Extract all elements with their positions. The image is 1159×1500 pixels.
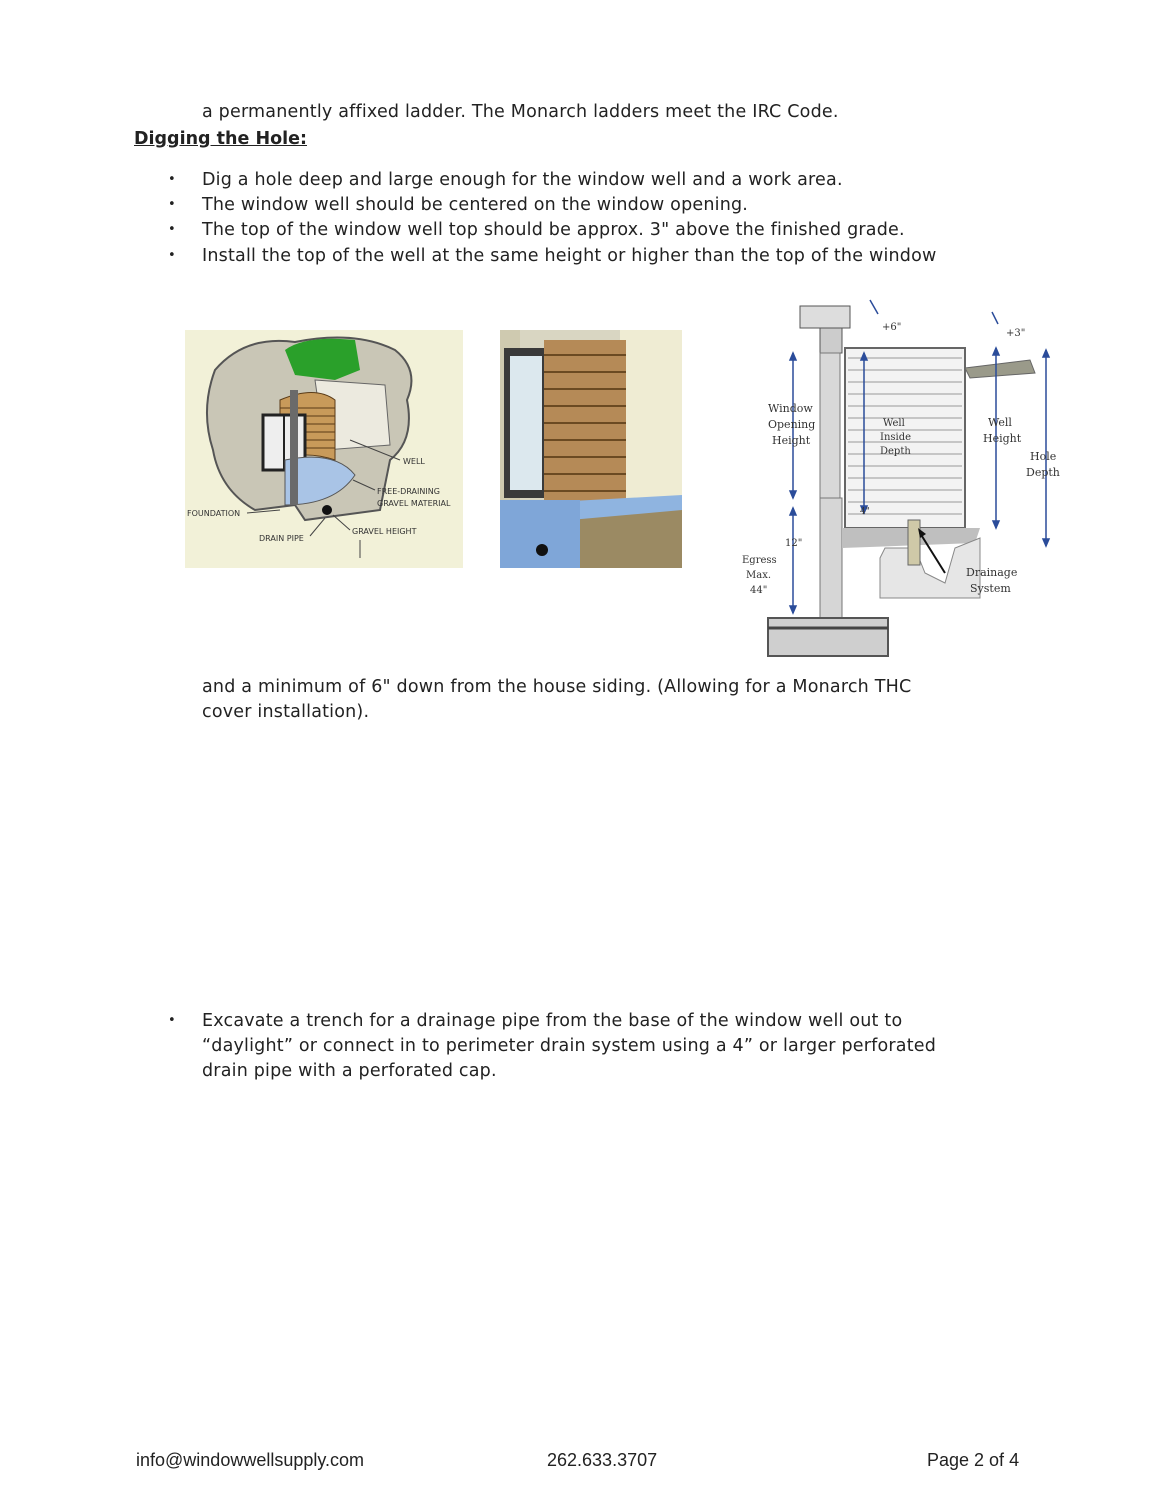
trench-bullet-line: drain pipe with a perforated cap.: [202, 1061, 497, 1081]
bullet-dot: •: [168, 1013, 176, 1028]
footer-email: info@windowwellsupply.com: [136, 1450, 365, 1470]
label-gravel-height: GRAVEL HEIGHT: [352, 527, 417, 536]
label-plus6: +6": [882, 322, 902, 333]
bullet-item: The window well should be centered on the window opening.: [202, 195, 749, 215]
well-render-illustration: [500, 330, 682, 568]
label-plus3: +3": [1006, 328, 1026, 339]
label-well-inside-2: Inside: [880, 432, 912, 443]
label-drainage-1: Drainage: [966, 566, 1018, 579]
bullet-dot: •: [168, 222, 176, 237]
label-12in: 12": [785, 538, 803, 549]
well-cross-section-diagram: [730, 298, 1060, 668]
label-egress-1: Egress: [742, 555, 777, 566]
label-hole-depth-1: Hole: [1030, 450, 1057, 463]
footer-phone: 262.633.3707: [547, 1450, 658, 1470]
label-well-inside-1: Well: [883, 418, 905, 429]
continuation-line: cover installation).: [202, 702, 370, 722]
label-4in: 4": [860, 507, 870, 517]
trench-bullet-line: Excavate a trench for a drainage pipe from the base of the window well out to: [202, 1011, 903, 1031]
label-drainage-2: System: [970, 582, 1011, 595]
label-gravel-2: GRAVEL MATERIAL: [377, 499, 451, 508]
section-heading: Digging the Hole:: [134, 129, 307, 149]
bullet-item: The top of the window well top should be approx. 3" above the finished grade.: [202, 220, 905, 240]
label-foundation: FOUNDATION: [187, 509, 241, 518]
label-well: WELL: [403, 457, 425, 466]
continuation-line: and a minimum of 6" down from the house siding. (Allowing for a Monarch THC: [202, 677, 912, 697]
label-hole-depth-2: Depth: [1026, 466, 1060, 479]
bullet-item: Dig a hole deep and large enough for the window well and a work area.: [202, 170, 843, 190]
trench-bullet-line: “daylight” or connect in to perimeter drain system using a 4” or larger perforated: [202, 1036, 937, 1056]
label-egress-3: 44": [750, 585, 768, 596]
label-window-1: Window: [768, 402, 813, 415]
well-cutaway-illustration: [185, 330, 463, 568]
label-well-height-2: Height: [983, 432, 1022, 445]
label-drain-pipe: DRAIN PIPE: [259, 534, 304, 543]
label-well-inside-3: Depth: [880, 446, 911, 457]
footer-page-number: Page 2 of 4: [927, 1450, 1020, 1470]
label-window-3: Height: [772, 434, 811, 447]
label-gravel-1: FREE-DRAINING: [377, 487, 440, 496]
label-well-height-1: Well: [988, 416, 1012, 429]
bullet-dot: •: [168, 197, 176, 212]
intro-line: a permanently affixed ladder. The Monarch ladders meet the IRC Code.: [202, 102, 839, 122]
label-egress-2: Max.: [746, 570, 772, 581]
bullet-dot: •: [168, 248, 176, 263]
bullet-dot: •: [168, 172, 176, 187]
label-window-2: Opening: [768, 418, 816, 431]
bullet-item: Install the top of the well at the same height or higher than the top of the window: [202, 246, 937, 266]
